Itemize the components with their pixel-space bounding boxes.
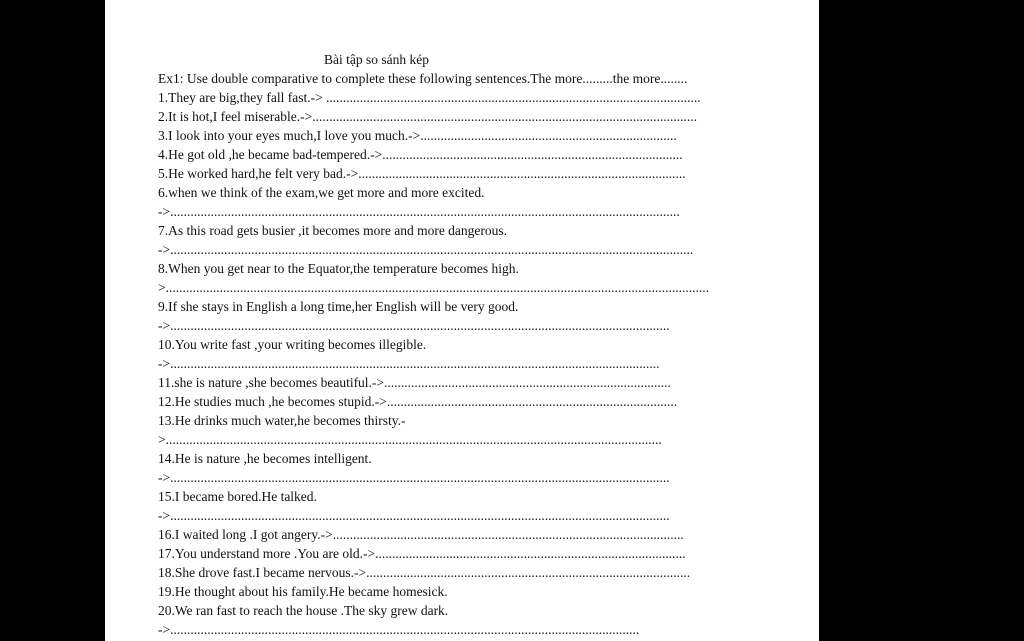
exercise-line: 13.He drinks much water,he becomes thirsty.- xyxy=(158,413,406,428)
exercise-line: 7.As this road gets busier ,it becomes more and more dangerous. xyxy=(158,223,508,238)
exercise-line: 20.We ran fast to reach the house .The sky grew dark. xyxy=(158,603,449,618)
exercise-line: 19.He thought about his family.He became homesick. xyxy=(158,584,448,599)
exercise-line: 15.I became bored.He talked. xyxy=(158,489,317,504)
exercise-line: 9.If she stays in English a long time,her English will be very good. xyxy=(158,299,519,314)
answer-line: ->.................................................................................................................................................... xyxy=(158,508,670,523)
answer-line: ->.................................................................................................................................................... xyxy=(158,470,670,485)
exercise-line: 16.I waited long .I got angery.->........................................................................................................ xyxy=(158,527,684,542)
answer-line: ->.................................................................................................................................................... xyxy=(158,318,670,333)
page-title: Bài tập so sánh kép xyxy=(324,52,429,67)
exercise-line: 11.she is nature ,she becomes beautiful.->..................................................................................... xyxy=(158,375,671,390)
document-page xyxy=(105,0,819,641)
exercise-line: 12.He studies much ,he becomes stupid.->...................................................................................... xyxy=(158,394,678,409)
answer-line: ->........................................................................................................................................... xyxy=(158,622,640,637)
exercise-line: 10.You write fast ,your writing becomes illegible. xyxy=(158,337,427,352)
exercise-line: 18.She drove fast.I became nervous.->................................................................................................ xyxy=(158,565,691,580)
exercise-line: 14.He is nature ,he becomes intelligent. xyxy=(158,451,372,466)
exercise-line: 5.He worked hard,he felt very bad.->................................................................................................. xyxy=(158,166,686,181)
answer-line: ->................................................................................................................................................. xyxy=(158,356,660,371)
answer-line: >................................................................................................................................................... xyxy=(158,432,662,447)
exercise-line: 4.He got old ,he became bad-tempered.->......................................................................................... xyxy=(158,147,683,162)
exercise-line: 8.When you get near to the Equator,the temperature becomes high. xyxy=(158,261,519,276)
exercise-line: 3.I look into your eyes much,I love you much.->............................................................................ xyxy=(158,128,677,143)
exercise-body xyxy=(158,69,798,639)
exercise-line: 17.You understand more .You are old.->............................................................................................ xyxy=(158,546,686,561)
exercise-line: 6.when we think of the exam,we get more and more excited. xyxy=(158,185,485,200)
answer-line: >................................................................................................................................................................. xyxy=(158,280,709,295)
exercise-line: 2.It is hot,I feel miserable.->.................................................................................................................. xyxy=(158,109,697,124)
exercise-instruction: Ex1: Use double comparative to complete these following sentences.The more.........the more........ xyxy=(158,71,688,86)
exercise-line: 1.They are big,they fall fast.-> ............................................................................................................... xyxy=(158,90,701,105)
answer-line: ->....................................................................................................................................................... xyxy=(158,204,680,219)
answer-line: ->........................................................................................................................................................... xyxy=(158,242,694,257)
